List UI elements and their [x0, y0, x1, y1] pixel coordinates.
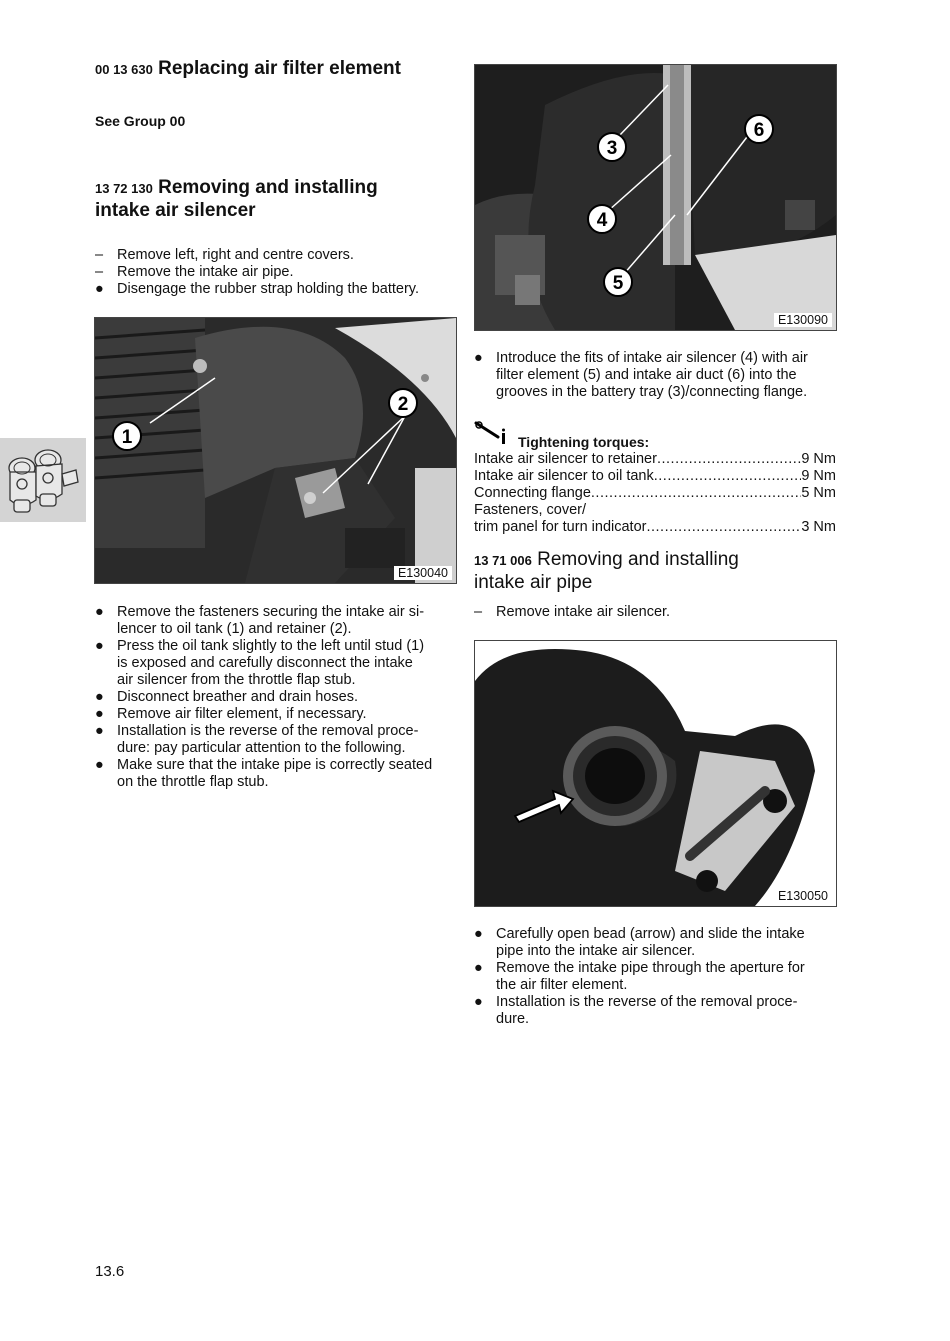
- torque-value: 5 Nm: [801, 485, 836, 501]
- list-item-line: Introduce the fits of intake air silencer (4) with air: [496, 350, 808, 366]
- list-item: [95, 264, 460, 281]
- see-group-reference: See Group 00: [95, 113, 186, 129]
- figure-e130050: [474, 640, 837, 907]
- figure-code: E130090: [774, 313, 832, 327]
- list-item: [95, 723, 460, 757]
- list-item: [474, 604, 844, 621]
- list-item-line: is exposed and carefully disconnect the intake: [117, 655, 413, 671]
- list-item-text: Disengage the rubber strap holding the battery.: [117, 281, 420, 297]
- callout-1: [113, 422, 141, 450]
- dash-marker: –: [474, 604, 483, 620]
- bullet-marker: ●: [474, 994, 483, 1010]
- list-item-line: on the throttle flap stub.: [117, 774, 269, 790]
- section-title: Replacing air filter element: [158, 58, 401, 79]
- bullet-marker: ●: [474, 926, 483, 942]
- list-item-text: Remove the intake air pipe.: [117, 264, 294, 280]
- list-item: [95, 281, 460, 298]
- torques-heading: Tightening torques:: [518, 434, 650, 450]
- list-item-line: lencer to oil tank (1) and retainer (2).: [117, 621, 352, 637]
- photo-battery-tray-flange: [475, 65, 836, 330]
- throttle-body-icon: [0, 438, 86, 522]
- list-item: [95, 689, 460, 706]
- steps-list-b: [95, 604, 460, 791]
- section-heading-intake-silencer: [95, 177, 378, 222]
- torque-row: [474, 485, 836, 502]
- section-heading-intake-pipe: [474, 549, 739, 594]
- bullet-marker: ●: [474, 350, 483, 366]
- dash-marker: –: [95, 247, 104, 263]
- photo-air-silencer-oil-tank: [95, 318, 456, 583]
- list-item-line: Remove air filter element, if necessary.: [117, 706, 367, 722]
- dash-marker: –: [95, 264, 104, 280]
- list-item-line: Installation is the reverse of the removal proce-: [496, 994, 798, 1010]
- list-item: [95, 706, 460, 723]
- callout-3: [598, 133, 626, 161]
- torque-label: Intake air silencer to retainer: [474, 451, 657, 467]
- page-number: 13.6: [95, 1263, 125, 1280]
- section-code: 13 71 006: [474, 553, 532, 568]
- figure-e130040: [94, 317, 457, 584]
- section-title-line-2: intake air pipe: [474, 572, 593, 593]
- list-item-line: the air filter element.: [496, 977, 628, 993]
- steps-list-intro: [474, 350, 844, 401]
- bullet-marker: ●: [474, 960, 483, 976]
- figure-e130090: [474, 64, 837, 331]
- torque-wrench-icon: [474, 420, 510, 451]
- torque-value: 3 Nm: [801, 519, 836, 535]
- callout-6: [745, 115, 773, 143]
- bullet-marker: ●: [95, 757, 104, 773]
- list-item-line: pipe into the intake air silencer.: [496, 943, 696, 959]
- list-item-line: filter element (5) and intake air duct (6) into the: [496, 367, 797, 383]
- list-item: [95, 638, 460, 689]
- torque-value: 9 Nm: [801, 451, 836, 467]
- torque-row: [474, 468, 836, 485]
- torque-row: [474, 519, 836, 536]
- svg-text:5: 5: [612, 273, 624, 294]
- list-item: [474, 960, 844, 994]
- svg-text:3: 3: [606, 138, 618, 159]
- chapter-tab: [0, 438, 86, 522]
- torque-value: 9 Nm: [801, 468, 836, 484]
- torque-label: Intake air silencer to oil tank: [474, 468, 654, 484]
- list-item-line: Make sure that the intake pipe is correctly seated: [117, 757, 433, 773]
- bullet-marker: ●: [95, 604, 104, 620]
- list-item-line: dure: pay particular attention to the following.: [117, 740, 406, 756]
- torque-label: trim panel for turn indicator: [474, 519, 647, 535]
- list-item: [474, 926, 844, 960]
- list-item-line: grooves in the battery tray (3)/connecting flange.: [496, 384, 808, 400]
- figure-code: E130050: [774, 889, 832, 903]
- svg-text:2: 2: [397, 394, 409, 415]
- section-title-line-2: intake air silencer: [95, 200, 256, 221]
- list-item: [95, 604, 460, 638]
- svg-text:1: 1: [121, 427, 133, 448]
- torque-row: [474, 451, 836, 468]
- list-item: [95, 247, 460, 264]
- bullet-marker: ●: [95, 723, 104, 739]
- list-item-text: Remove intake air silencer.: [496, 604, 671, 620]
- list-item-line: air silencer from the throttle flap stub.: [117, 672, 356, 688]
- list-item-line: Press the oil tank slightly to the left until stud (1): [117, 638, 425, 654]
- svg-text:4: 4: [596, 210, 608, 231]
- list-item: [474, 994, 844, 1028]
- figure-code: E130040: [394, 566, 452, 580]
- section-code: 00 13 630: [95, 62, 153, 77]
- torque-table: [474, 451, 836, 536]
- list-item-line: Installation is the reverse of the removal proce-: [117, 723, 419, 739]
- bullet-marker: ●: [95, 689, 104, 705]
- callout-4: [588, 205, 616, 233]
- steps-list-d: [474, 926, 844, 1028]
- torque-label: Connecting flange: [474, 485, 591, 501]
- section-code: 13 72 130: [95, 181, 153, 196]
- photo-intake-pipe-bead: [475, 641, 836, 906]
- bullet-marker: ●: [95, 638, 104, 654]
- list-item: [474, 350, 844, 401]
- torque-label: Fasteners, cover/: [474, 502, 587, 518]
- steps-list-a: [95, 247, 460, 298]
- section-heading-air-filter: [95, 58, 401, 81]
- list-item-line: Carefully open bead (arrow) and slide the intake: [496, 926, 805, 942]
- list-item-line: Disconnect breather and drain hoses.: [117, 689, 359, 705]
- bullet-marker: ●: [95, 281, 104, 297]
- list-item-line: Remove the fasteners securing the intake air si-: [117, 604, 425, 620]
- section-title-line-1: Removing and installing: [158, 177, 378, 198]
- bullet-marker: ●: [95, 706, 104, 722]
- list-item-text: Remove left, right and centre covers.: [117, 247, 354, 263]
- section-title-line-1: Removing and installing: [537, 549, 739, 570]
- list-item: [95, 757, 460, 791]
- list-item-line: Remove the intake pipe through the aperture for: [496, 960, 805, 976]
- list-item-line: dure.: [496, 1011, 530, 1027]
- svg-text:6: 6: [753, 120, 765, 141]
- torque-row: [474, 502, 836, 519]
- steps-list-c: [474, 604, 844, 621]
- callout-5: [604, 268, 632, 296]
- callout-2: [389, 389, 417, 417]
